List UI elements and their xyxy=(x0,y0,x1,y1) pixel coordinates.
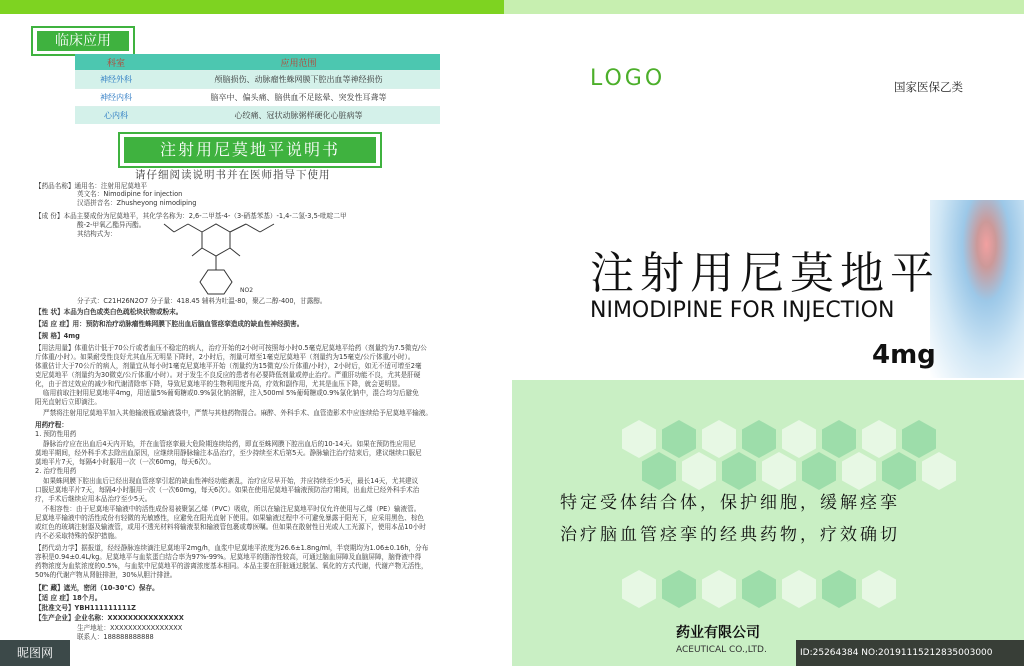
text-line: 用药疗程： xyxy=(35,421,68,429)
site-watermark: 昵图网 xyxy=(0,640,70,666)
hexagon-shape xyxy=(782,420,816,458)
hexagon-shape xyxy=(702,420,736,458)
text-line: 内不必采取特殊的保护措施。 xyxy=(35,532,121,540)
text-line: 容积是0.94±0.4L/kg。尼莫地平与血浆蛋白结合率为97%-99%。尼莫地平的脂溶性较高，可通过脑血屏障及血脑屏障，脑脊液中得 xyxy=(35,553,422,561)
top-accent-bar-light xyxy=(504,0,1024,14)
table-cell-scope: 颅脑损伤、动脉瘤性蛛网膜下腔出血等神经损伤 xyxy=(157,71,440,89)
text-line: 静脉治疗应在出血后4天内开始，并在血管痉挛最大危险期连续给药，即直至蛛网膜下腔出血后的10-14天。如果在预防性应用尼 xyxy=(43,440,416,448)
text-line: 不相容性：由于尼莫地平输液中的活性成份易被聚氯乙烯（PVC）吸收，所以在输注尼莫地平时仅允许使用与乙烯（PE）输液管。 xyxy=(43,505,421,513)
table-cell-dept: 神经内科 xyxy=(75,89,157,107)
hexagon-shape xyxy=(902,420,936,458)
hexagon-shape xyxy=(862,570,896,608)
text-line: 疗，手术后继续应用本品治疗至少5天。 xyxy=(35,495,152,503)
text-line: 【贮 藏】遮光，密闭（10-30℃）保存。 xyxy=(35,584,159,592)
hexagon-shape xyxy=(922,452,956,490)
text-line: 生产地址：XXXXXXXXXXXXXXXX xyxy=(77,624,183,632)
leaflet-subtitle: 请仔细阅读说明书并在医师指导下使用 xyxy=(135,169,331,181)
leaflet-title-box xyxy=(118,132,382,168)
hexagon-shape xyxy=(722,452,756,490)
product-title-en: NIMODIPINE FOR INJECTION xyxy=(590,298,895,323)
text-line: 【适 应 症】18个月。 xyxy=(35,594,102,602)
text-line: 临用前取注射用尼莫地平4mg，用适量5%葡萄糖或0.9%氯化钠溶解，注入500ml 5%葡萄糖或0.9%氯化钠中，混合均匀后避免 xyxy=(43,389,419,397)
top-accent-bar xyxy=(0,0,1024,14)
table-cell-scope: 心绞痛、冠状动脉粥样硬化心脏病等 xyxy=(157,107,440,125)
text-line: 【性 状】本品为白色或类白色疏松块状物或粉末。 xyxy=(35,308,183,316)
table-row xyxy=(75,89,440,107)
text-line: 2. 治疗性用药 xyxy=(35,467,77,475)
hexagon-shape xyxy=(642,452,676,490)
text-line: 【生产企业】企业名称：XXXXXXXXXXXXXXX xyxy=(35,614,184,622)
text-line: 其结构式为： xyxy=(77,230,117,238)
product-dose: 4mg xyxy=(872,340,936,370)
company-name-en: ACEUTICAL CO.,LTD. xyxy=(676,645,767,655)
text-line: 【规 格】4mg xyxy=(35,332,80,340)
table-header-dept: 科室 xyxy=(75,54,157,71)
text-line: 莫地平片7天，每隔4小时服用一次（一次60mg，每天6次）。 xyxy=(35,458,215,466)
table-cell-scope: 脑卒中、偏头痛、脑供血不足眩晕、突发性耳聋等 xyxy=(157,89,440,107)
table-cell-dept: 心内科 xyxy=(75,107,157,125)
text-line: 药物浓度为血浆浓度的0.5%，与血浆中尼莫地平的游离浓度基本相同。本品主要在肝脏通过脱氢、氧化的方式代谢，代谢产物无活性， xyxy=(35,562,428,570)
hexagon-shape xyxy=(622,420,656,458)
hexagon-shape xyxy=(862,420,896,458)
insurance-category: 国家医保乙类 xyxy=(894,80,963,94)
clinical-use-tag xyxy=(31,26,135,56)
brand-logo: LOGO xyxy=(590,66,666,91)
hexagon-shape xyxy=(842,452,876,490)
image-id-bar: ID:25264384 NO:20191115212835003000 xyxy=(796,640,1024,666)
hexagon-shape xyxy=(742,420,776,458)
text-line: 汉语拼音名：Zhusheyong nimodiping xyxy=(77,199,197,207)
text-line: 斤体重/小时）。如果耐受性良好尤其血压无明显下降时，2小时后，剂量可增至1毫克尼莫地平（剂量约为15毫克/公斤体重/小时）。 xyxy=(35,353,415,361)
text-line: 【适 应 症】用：预防和治疗动脉瘤性蛛网膜下腔出血后脑血管痉挛造成的缺血性神经损害。 xyxy=(35,320,304,328)
hexagon-shape xyxy=(882,452,916,490)
company-name: 药业有限公司 xyxy=(676,625,760,641)
text-line: 英文名：Nimodipine for injection xyxy=(77,190,183,198)
text-line: 【批准文号】YBH111111111Z xyxy=(35,604,136,612)
slogan-line-1: 特定受体结合体，保护细胞，缓解痉挛 xyxy=(560,493,900,513)
table-row xyxy=(75,71,440,89)
clinical-table xyxy=(75,54,440,124)
clinical-use-label: 临床应用 xyxy=(37,31,129,51)
hexagon-shape xyxy=(662,420,696,458)
text-line: 莫地平期间，经外科手术去除出血原因，应继续用静脉输注本品治疗，至少持续至术后第5天。静脉输注治疗结束后，建议继续口服尼 xyxy=(35,449,422,457)
text-line: 1. 预防性用药 xyxy=(35,430,77,438)
text-line: 尼莫地平输液中的活性成份有轻微的光敏感性，应避免在阳光直射下使用。如果输液过程中不可避免暴露于阳光下，应采用黑色、棕色 xyxy=(35,514,425,522)
leaflet-title: 注射用尼莫地平说明书 xyxy=(124,137,376,163)
text-line: 50%的代谢产物从肾脏排泄，30%从胆汁排泄。 xyxy=(35,571,177,579)
text-line: 如果蛛网膜下腔出血后已经出现血管痉挛引起的缺血性神经功能紊乱，治疗应尽早开始，并应持续至少5天，最长14天，尤其建议 xyxy=(43,477,419,485)
text-line: 【药品名称】通用名：注射用尼莫地平 xyxy=(35,182,148,190)
text-line: 严禁将注射用尼莫地平加入其他输液瓶或输液袋中，严禁与其他药物混合。麻醉、外科手术、血管造影术中应连续给予尼莫地平输液。 xyxy=(43,409,433,417)
text-line: 或红色的玻璃注射器及输液管，或用不透光材料将输液泵和输液管包裹或尊医嘱。但如果在散射性日光或人工光源下，使用本品10小时 xyxy=(35,523,426,531)
table-header-scope: 应用范围 xyxy=(157,54,440,71)
table-header-row xyxy=(75,54,440,71)
text-line: 联系人：188888888888 xyxy=(77,633,154,641)
hexagon-shape xyxy=(702,570,736,608)
text-line: 【用法用量】体重估计低于70公斤或者血压不稳定的病人，治疗开始的2小时可按照每小时0.5毫克尼莫地平给药（剂量约为7.5微克/公 xyxy=(35,344,427,352)
text-line: 口服尼莫地平片7天，每隔4小时服用一次（一次60mg，每天6次）。如果在使用尼莫地平输液预防治疗期间，出血灶已经外科手术治 xyxy=(35,486,420,494)
table-cell-dept: 神经外科 xyxy=(75,71,157,89)
hexagon-shape xyxy=(822,420,856,458)
structural-formula-image xyxy=(150,214,280,299)
text-line: 化，由于首过效应的减少和代谢清除率下降，导致尼莫地平的生物利用度升高，疗效和副作用，尤其是血压下降，就会更明显。 xyxy=(35,380,405,388)
hexagon-shape xyxy=(822,570,856,608)
slogan-line-2: 治疗脑血管痉挛的经典药物，疗效确切 xyxy=(560,525,900,545)
hexagon-shape xyxy=(762,452,796,490)
instructions-panel xyxy=(0,14,510,666)
hexagon-shape xyxy=(682,452,716,490)
text-line: 分子式：C21H26N2O7 分子量：418.45 辅料为吐温-80，聚乙二醇-400，甘露醇。 xyxy=(77,297,327,305)
text-line: 克尼莫地平（剂量约为30微克/公斤体重/小时）。对于发生不良反应的患者有必要降低剂量或停止治疗。严重肝功能不良，尤其是肝硬 xyxy=(35,371,421,379)
hexagon-shape xyxy=(802,452,836,490)
product-title-cn: 注射用尼莫地平 xyxy=(590,248,940,299)
hexagon-shape xyxy=(622,570,656,608)
text-line: 【成 份】本品主要成份为尼莫地平，其化学名称为：2,6-二甲基-4-（3-硝基苯基）-1,4-二氢-3,5-吡啶二甲 xyxy=(35,212,347,220)
svg-text:NO2: NO2 xyxy=(240,287,254,294)
hexagon-shape xyxy=(662,570,696,608)
text-line: 酸-2-甲氧乙酯异丙酯。 xyxy=(77,221,146,229)
text-line: 【药代动力学】据报道，经经静脉连续滴注尼莫地平2mg/h，血浆中尼莫地平浓度为26.6±1.8ng/ml，半衰期均为1.06±0.16h，分布 xyxy=(35,544,429,552)
text-line: 阳光直射后立即滴注。 xyxy=(35,398,101,406)
human-head-brain-image xyxy=(930,200,1024,378)
hexagon-shape xyxy=(742,570,776,608)
table-row xyxy=(75,107,440,125)
hexagon-shape xyxy=(782,570,816,608)
text-line: 体重估计大于70公斤的病人，剂量宜从每小时1毫克尼莫地平开始（剂量约为15微克/公斤体重/小时），2小时后，如无不适可增至2毫 xyxy=(35,362,422,370)
